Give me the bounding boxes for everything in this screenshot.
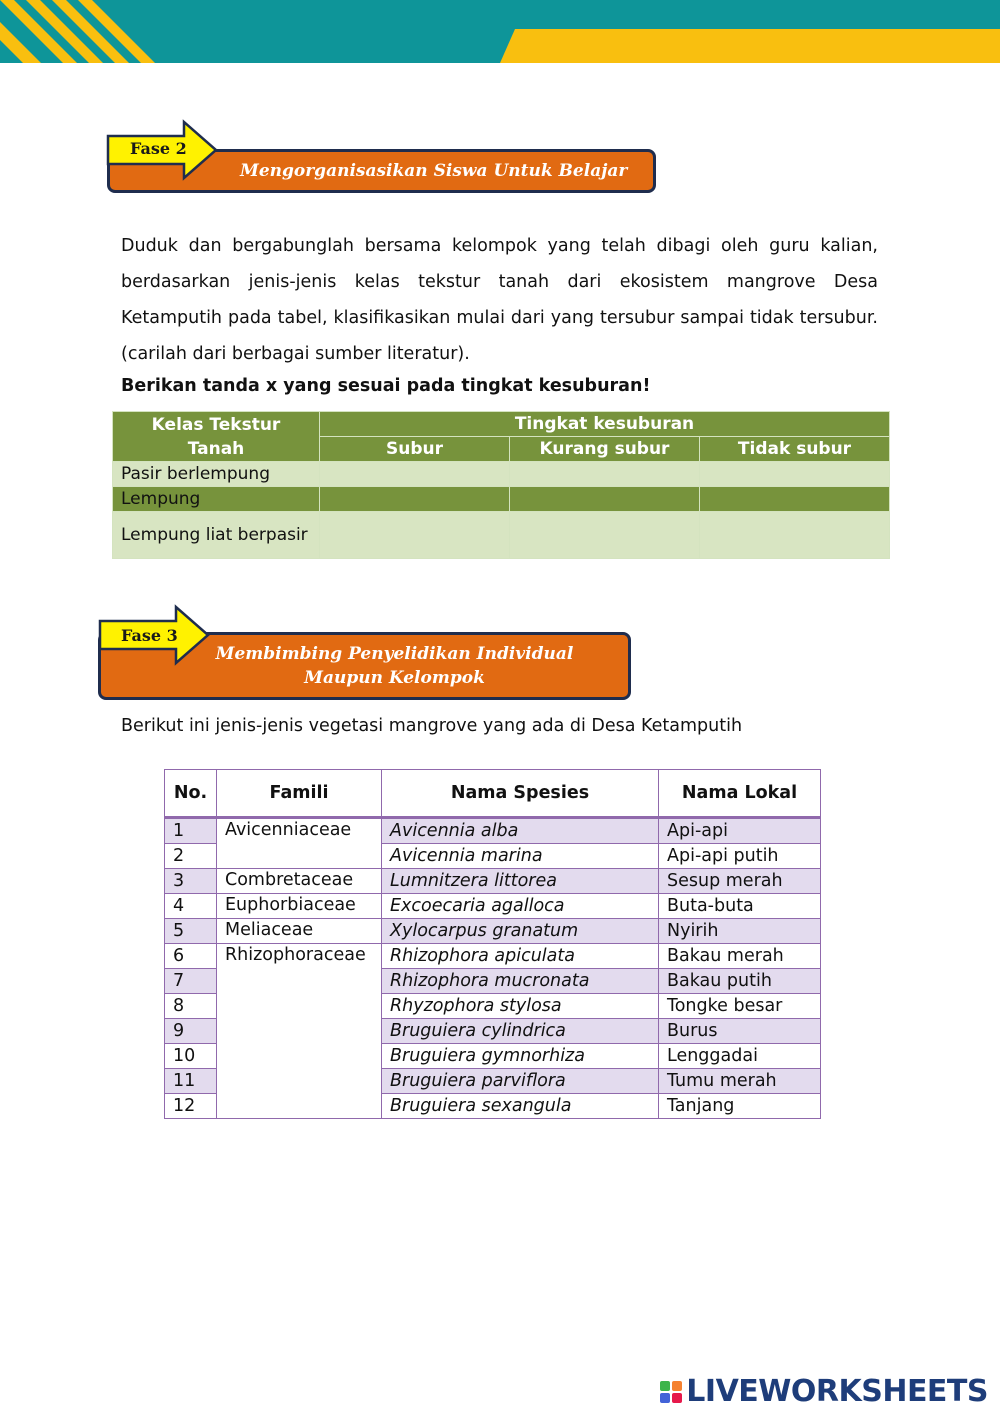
row-number: 9 [165,1019,217,1044]
row-number: 2 [165,844,217,869]
logo-text: LIVEWORKSHEETS [686,1374,988,1409]
table-row [165,944,821,969]
answer-cell[interactable] [510,487,700,512]
local-name: Tumu merah [659,1069,821,1094]
row-number: 5 [165,919,217,944]
local-name: Api-api putih [659,844,821,869]
famili-header: Famili [217,770,382,818]
texture-name: Pasir berlempung [113,462,320,487]
family-name: Rhizophoraceae [217,944,382,1119]
logo-block [660,1381,670,1391]
table-row [165,869,821,894]
phase3-title-line2: Maupun Kelompok [304,668,485,688]
table-row [113,487,890,512]
phase3-title-line1: Membimbing Penyelidikan Individual [215,644,574,664]
species-name: Excoecaria agalloca [382,894,659,919]
instruction-paragraph: Duduk dan bergabunglah bersama kelompok yang telah dibagi oleh guru kalian, berdasarkan jenis-jenis kelas tekstur tanah dari ekosistem mangrove Desa Ketamputih pada tabel, klasifikasikan mulai dari yang tersubur sampai tidak tersubur. (carilah dari berbagai sumber literatur). [121,236,878,364]
phase2-title: Mengorganisasikan Siswa Untuk Belajar [240,161,628,181]
local-name: Burus [659,1019,821,1044]
species-intro: Berikut ini jenis-jenis vegetasi mangrove yang ada di Desa Ketamputih [121,716,743,736]
fertility-level-header: Tingkat kesuburan [320,412,890,437]
phase2-label: Fase 2 [130,139,187,158]
texture-name: Lempung liat berpasir [113,512,320,559]
species-name: Rhizophora apiculata [382,944,659,969]
row-number: 11 [165,1069,217,1094]
species-name: Avicennia marina [382,844,659,869]
header-stripes [0,0,170,63]
family-name: Euphorbiaceae [217,894,382,919]
local-name-header: Nama Lokal [659,770,821,818]
local-name: Bakau merah [659,944,821,969]
answer-cell[interactable] [700,462,890,487]
subur-header: Subur [320,437,510,462]
table-row [113,462,890,487]
local-name: Sesup merah [659,869,821,894]
fertility-table [112,411,890,559]
local-name: Bakau putih [659,969,821,994]
logo-block [672,1393,682,1403]
answer-cell[interactable] [320,462,510,487]
species-name: Xylocarpus granatum [382,919,659,944]
local-name: Lenggadai [659,1044,821,1069]
species-name: Rhizophora mucronata [382,969,659,994]
table-row [113,512,890,559]
species-name: Bruguiera cylindrica [382,1019,659,1044]
answer-cell[interactable] [700,512,890,559]
local-name: Nyirih [659,919,821,944]
answer-cell[interactable] [510,462,700,487]
answer-cell[interactable] [320,487,510,512]
bold-instruction: Berikan tanda x yang sesuai pada tingkat kesuburan! [121,376,651,396]
row-number: 6 [165,944,217,969]
answer-cell[interactable] [510,512,700,559]
local-name: Tanjang [659,1094,821,1119]
row-number: 7 [165,969,217,994]
logo-blocks-icon [660,1381,682,1403]
species-name: Bruguiera gymnorhiza [382,1044,659,1069]
answer-cell[interactable] [320,512,510,559]
texture-header: Kelas Tekstur Tanah [113,412,320,462]
species-table [164,769,821,1119]
species-name: Bruguiera parviflora [382,1069,659,1094]
tidak-subur-header: Tidak subur [700,437,890,462]
local-name: Tongke besar [659,994,821,1019]
logo-block [660,1393,670,1403]
species-name: Bruguiera sexangula [382,1094,659,1119]
row-number: 3 [165,869,217,894]
species-name: Lumnitzera littorea [382,869,659,894]
local-name: Api-api [659,818,821,844]
family-name: Combretaceae [217,869,382,894]
phase3-label: Fase 3 [121,626,178,645]
row-number: 8 [165,994,217,1019]
row-number: 10 [165,1044,217,1069]
no-header: No. [165,770,217,818]
kurang-subur-header: Kurang subur [510,437,700,462]
answer-cell[interactable] [700,487,890,512]
table-row [165,818,821,844]
table-row [165,919,821,944]
row-number: 4 [165,894,217,919]
species-name: Avicennia alba [382,818,659,844]
logo-block [672,1381,682,1391]
header-accent [500,29,1000,63]
row-number: 1 [165,818,217,844]
family-name: Meliaceae [217,919,382,944]
species-header: Nama Spesies [382,770,659,818]
local-name: Buta-buta [659,894,821,919]
family-name: Avicenniaceae [217,818,382,869]
row-number: 12 [165,1094,217,1119]
species-name: Rhyzophora stylosa [382,994,659,1019]
table-row [165,894,821,919]
texture-name: Lempung [113,487,320,512]
liveworksheets-logo[interactable] [660,1374,988,1409]
